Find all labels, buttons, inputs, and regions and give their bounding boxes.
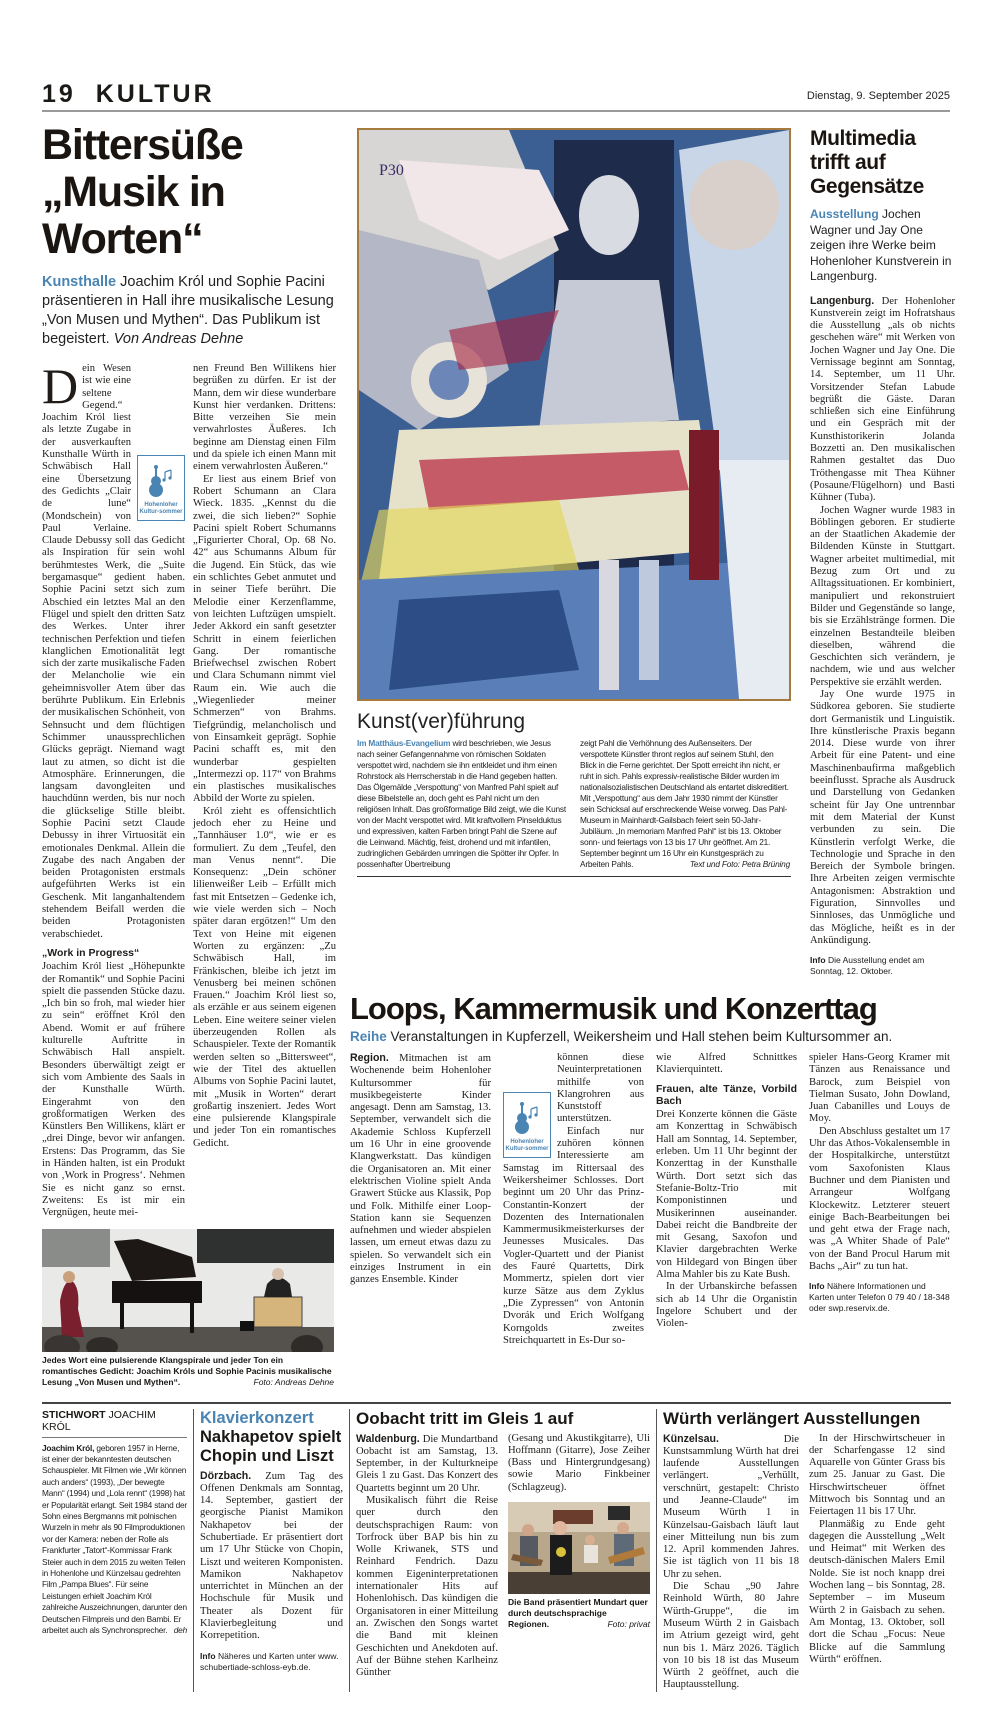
band-caption-text: Die Band präsentiert Mundart quer durch deutschsprachige Regionen. (508, 1596, 648, 1629)
oobacht-box (349, 1409, 656, 1692)
multimedia-article (810, 127, 955, 977)
multimedia-info-label: Info (810, 955, 826, 966)
main-article-col2 (193, 363, 336, 1219)
klavier-body (200, 1470, 343, 1673)
oobacht-col1 (356, 1433, 498, 1680)
multimedia-p3: Jay One wurde 1975 in Südkorea geboren. Sie studierte dort Germanistik und Linguistik. Ihre künstlerische Praxis begann 2014. Diese wurde von ihrer Arbeit für eine Patent- und eine Maschinenbaufirma maßgeblich beeinflusst. Sprache als Ausdruck und Darstellung von Gedanken scheint für Jay One untrennbar mit dem Material der Kunst verbunden zu sein. Die Künstlerin verfolgt Werke, die Technologie und Sprache in den Bereich der Symbole bringen. Ihre Arbeiten zeigen vermischte Antagonismen: Abstraktion und Figuration, Sinnvolles und Sinnloses, das Unmögliche und das Mögliche, heißt es in der Ankündigung. (810, 689, 955, 946)
painting-signature: P30 (379, 162, 404, 179)
main-subhead: „Work in Progress“ (42, 946, 140, 959)
stichwort-box (42, 1409, 193, 1692)
oobacht-headline: Oobacht tritt im Gleis 1 auf (356, 1408, 574, 1428)
loops-c4-a: spieler Hans-Georg Kramer mit Tänzen aus Renaissance und Barock, zum Beispiel von Tielman Susato, John Dowland, Juan Cabanilles und Louys de Moy. (809, 1052, 950, 1125)
header-rule (42, 110, 950, 112)
section-name: KULTUR (95, 80, 215, 108)
multimedia-teaser (810, 207, 955, 285)
wuerth-p3: In der Hirschwirtscheuer in der Scharfengasse 12 sind Aquarelle von Günter Grass bis zum 25. Januar zu Gast. Die Hirschwirtscheuer öffnet Mittwoch bis Sonntag und an Feiertagen 11 bis 17 Uhr. (809, 1432, 945, 1518)
multimedia-teaser-text: Jochen Wagner und Jay One zeigen ihre Werke beim Hohenloher Kunstverein in Langenburg. (810, 207, 952, 283)
wuerth-p2: Die Schau „90 Jahre Reinhold Würth, 80 Jahre Würth-Gruppe“, die im Museum Würth 2 in Gaisbach im Atrium gezeigt wird, geht nun bis 1. März 2026. Täglich von 10 bis 18 ist das Museum Würth 2 geöffnet, auch die Hauptausstellung. (663, 1581, 799, 1691)
band-photo-credit: Foto: privat (607, 1618, 650, 1629)
stichwort-lead: Joachim Król, (42, 1442, 95, 1453)
wuerth-headline: Würth verlängert Ausstellungen (663, 1408, 921, 1428)
kunst-article (357, 710, 791, 877)
kunst-credit: Text und Foto: Petra Brüning (689, 859, 790, 869)
klavier-headline-block (200, 1409, 343, 1466)
klavier-headline: Nakhapetov spielt Chopin und Liszt (200, 1427, 342, 1465)
loops-info-label: Info (809, 1281, 825, 1292)
loops-c2-b: Einfach nur zuhören können Interessierte am Samstag im Rittersaal des Weikersheimer Schlosses. Dort beginnt um 20 Uhr das Prinz-Constantin-Konzert der Dozenten des Internationalen Kammermusikmeisterkurses der Jeunesses Musicales. Das Vogler-Quartett und der Pianist des Fauré Quartetts, Dirk Mommertz, spielen dort vier kurze Sätze aus dem Zyklus „Die Zypressen“ von Antonín Dvorák und Erich Wolfgang Korngolds zweites Streichquartett in Es-Dur so- (503, 1125, 644, 1346)
loops-info (809, 1281, 950, 1314)
multimedia-dateline: Langenburg. (810, 294, 875, 307)
stichwort-rule (42, 1437, 187, 1438)
stichwort-body (42, 1443, 187, 1637)
loops-col2 (503, 1052, 644, 1347)
main-article (42, 122, 336, 1388)
multimedia-info (810, 955, 955, 977)
kunst-text-col2 (580, 738, 790, 870)
loops-c2-a: können diese Neuinterpretationen mithilfe von Klangrohren aus Kunststoff unterstützen. (557, 1052, 644, 1125)
loops-dateline: Region. (350, 1052, 389, 1064)
loops-c1-text: Mitmachen ist am Wochenende beim Hohenloher Kultursommer für musikbegeisterte Kinder angesagt. Denn am Samstag, 13. September, verwandelt sich die Akademie Schloss Kupferzell um 16 Uhr in eine groovende Klangwerkstatt. Das kündigen die Organisatoren an. Mit einer elektrischen Violine spielt Anda Grawert Stücke aus Klassik, Pop und Folk. Mithilfe einer Loop-Station kann sie Sequenzen aufnehmen und wieder abspielen lassen, um erneut etwas dazu zu spielen. So verwandelt sich ein einziges Instrument in ein ganzes Ensemble. Kinder (350, 1053, 491, 1286)
loops-col4 (809, 1052, 950, 1347)
wuerth-p1: Die Kunstsammlung Würth hat drei laufende Ausstellungen verlängert. „Verhüllt, verschnürt, gestapelt: Christo und Jeanne-Claude“ im Museum Würth 1 in Künzelsau-Gaisbach läuft laut einer Mitteilung nun bis zum 12. April kommenden Jahres. Sie ist täglich von 11 bis 18 Uhr zu sehen. (663, 1433, 799, 1580)
oobacht-dateline: Waldenburg. (356, 1432, 420, 1445)
klavier-dateline: Dörzbach. (200, 1469, 252, 1482)
main-col2-p1: nen Freund Ben Willikens hier begrüßen zu dürfen. Er ist der Mann, dem wir diese wunderbare Kunst hier verdanken. Drittens: Bitte verzeihen Sie mein verwahrlostes Äußeres. Ich beginne am Dienstag einen Film und da spiele ich einen Mann mit einem verwahrlosten Äußeren.“ (193, 363, 336, 473)
multimedia-kicker: Ausstellung (810, 207, 879, 221)
stichwort-label: STICHWORT (42, 1408, 106, 1421)
concert-photo-credit: Foto: Andreas Dehne (253, 1377, 334, 1388)
klavier-box (193, 1409, 349, 1692)
violin-icon (512, 1101, 542, 1135)
loops-columns (350, 1052, 951, 1347)
kunst-col2-text: zeigt Pahl die Verhöhnung des Außenseiters. Der verspottete Künstler thront reglos auf seinem Stuhl, den Blick in die Ferne gerichtet. Der Spott erreicht ihn nicht, er ruht in sich. Pahls expressiv-realistische Bilder wurden im nationalsozialistischen Deutschland als entartet diskreditiert. Mit „Verspottung“ aus dem Jahr 1930 nimmt der Künstler sein Schicksal auf erschreckende Weise vorweg. Das Pahl-Museum in Mainhardt-Gailsbach feiert sein 50-Jahr-Jubiläum. „In memoriam Manfred Pahl“ ist bis 13. Oktober sonn- und feiertags von 13 bis 17 Uhr geöffnet. Am 21. September beginnt um 16 Uhr ein Kunstgespräch zu Arbeiten Pahls. (580, 738, 789, 869)
wuerth-columns (663, 1433, 945, 1692)
kunst-kicker: Im Matthäus-Evangelium (357, 738, 451, 748)
main-col1-p1: ein Wesen ist wie eine seltene Gegend.“ Joachim Król liest als letzte Zugabe in der ausverkauften Kunsthalle Würth in Schwäbisch Hall eine Übersetzung des Gedichts „Clair de lune“ (Mondschein) von Paul Verlaine. Claude Debussy soll das Gedicht als Inspiration für sein wohl berühmtestes Werk, die „Suite bergamasque“ gedient haben. Sophie Pacini setzt sich zum Abschied ein letztes Mal an den Flügel und spielt den dritten Satz des Werkes. Unter ihrer technischen Perfektion und tiefen klanglichen Emotionalität legt sich der zarte musikalische Faden der Melancholie wie ein geheimnisvoller Atem über das berührte Publikum. Ein Erlebnis der musikalischen Schönheit, von Sehnsucht und dem flüchtigen Schimmer unaussprechlichen Glücks geprägt. Niemand wagt laut zu atmen, so dicht ist die Atmosphäre. Erinnerungen, die langsam davongleiten und hauchdünn werden, bis nur noch die glückselige Stille bleibt. Sophie Pacini setzt Claude Debussy in ihrer Virtuosität ein emotionales Denkmal. Allein die Zugabe des nach Angaben der beiden Protagonisten erstmals aufgeführten Werks ist ein Geschenk. Mit langanhaltendem stehendem Beifall werden die beiden Protagonisten verabschiedet. (42, 363, 185, 940)
stichwort-header (42, 1409, 187, 1433)
kultursommer-logo (137, 455, 185, 521)
main-teaser (42, 273, 336, 349)
drop-cap: D (42, 358, 79, 414)
main-author: Von Andreas Dehne (113, 331, 244, 347)
kunst-text-col1 (357, 738, 567, 870)
wuerth-box (656, 1409, 951, 1692)
multimedia-body (810, 295, 955, 978)
main-article-columns (42, 358, 336, 1219)
loops-c3-a: wie Alfred Schnittkes Klavierquintett. (656, 1052, 797, 1076)
bottom-strip (42, 1402, 951, 1692)
loops-col3 (656, 1052, 797, 1347)
stichwort-signature: deh (173, 1625, 187, 1635)
multimedia-p2: Jochen Wagner wurde 1983 in Böblingen geboren. Er studierte an der Staatlichen Akademie der Bildenden Künste in Stuttgart. Wagner arbeitet multimedial, mit Bezug zum Ort und zu Alltagssituationen. Er kombiniert, manipuliert und rekonstruiert Bilder und Gegenstände so lange, bis sie Erzählstränge formen. Die einzelnen Bestandteile bleiben dieselben, während die Geschichten sich verändern, je nachdem, wie und aus welcher Perspektive sie erzählt werden. (810, 504, 955, 688)
multimedia-info-text: Die Ausstellung endet am Sonntag, 12. Oktober. (810, 955, 925, 977)
kultursommer-logo-text: Hohenloher Kultur-sommer (139, 502, 183, 515)
loops-col1 (350, 1052, 491, 1347)
main-col2-p3: Król zieht es offensichtlich jedoch eher zu Heine und „Tannhäuser 1.0“, wie er es formuliert. Zu dem „Teufel, den man Venus nennt“. Die Konsequenz: „Dein schöner lilienweißer Leib – Erfüllt mich fast mit Entsetzen – Gedenke ich, wie viele werden sich – Noch später daran ergötzen!“ Um den Text von Heine mit eigenen Worten zu ergänzen: „Zu Schwäbisch Hall, im Fränkischen, bleibe ich jetzt im Venusberg bei meinen schönen Frauen.“ Joachim Król liest so, als erzähle er aus seinem eigenen Leben. Eine weitere seiner vielen überzeugenden Rollen als Schauspieler. Texte der Romantik werden selten so „Bittersweet“, wie der Titel des aktuellen Albums von Sophie Pacini lautet, mit „Musik in Worten“ derart großartig inszeniert. Jedes Wort eine pulsierende Klangspirale und jeder Ton ein romantisches Gedicht. (193, 805, 336, 1149)
loops-c4-b: Den Abschluss gestaltet um 17 Uhr das Athos-Vokalensemble in der Hospitalkirche, unterstützt vom Saxofonisten Klaus Buchner und dem Pianisten und Arrangeur Wolfgang Klockewitz. Letzterer steuert einige Bach-Bearbeitungen bei und geht etwa der Frage nach, was „A Whiter Shade of Pale“ von der Band Procul Harum mit Bachs „Air“ zu tun hat. (809, 1125, 950, 1273)
kunst-headline: Kunst(ver)führung (357, 710, 526, 733)
loops-info-text: Nähere Informationen und Karten unter Telefon 0 79 40 / 18-348 oder swp.reservix.de. (809, 1281, 950, 1314)
wuerth-col2 (809, 1433, 945, 1692)
klavier-text: Zum Tag des Offenen Denkmals am Sonntag, 14. September, gastiert der georgische Pianist Mamikon Nakhapetov bei der Schubertiade. Er präsentiert dort um 17 Uhr Stücke von Chopin, Liszt und weiteren Komponisten. Mamikon Nakhapetov unterrichtet in München an der Hochschule für Musik und Theater als Dozent für Klavierbegleitung und Korrepetition. (200, 1470, 344, 1642)
klavier-info-text: Näheres und Karten unter www. schubertiade-schloss-eyb.de. (200, 1650, 339, 1672)
klavier-info-label: Info (200, 1650, 216, 1661)
main-teaser-text: Joachim Król und Sophie Pacini präsentieren in Hall ihre musikalische Lesung „Von Musen und Mythen“. Das Publikum ist begeistert. (42, 274, 334, 347)
bottom-columns (42, 1409, 951, 1692)
page-number: 19 (42, 80, 76, 108)
loops-c3-b: Drei Konzerte können die Gäste am Konzerttag in Schwäbisch Hall am Sonntag, 14. September, erleben. Um 11 Uhr beginnt der Konzerttag in der Kunsthalle Würth. Dort setzt sich das Stefanie-Boltz-Trio mit Komponistinnen und Musikerinnen auseinander. Dabei reicht die Bandbreite der mit Gesang, Saxofon und Klavier dargebrachten Werke von Hildegard von Bingen über Alma Mahler bis zu Kate Bush. (656, 1109, 797, 1281)
concert-caption-text: Jedes Wort eine pulsierende Klangspirale und jeder Ton ein romantisches Gedicht: Joachim Króls und Sophie Pacinis musikalische Lesung „Von Musen und Mythen“. (42, 1355, 332, 1388)
loops-teaser-text: Veranstaltungen in Kupferzell, Weikersheim und Hall stehen beim Kultursommer an. (390, 1029, 893, 1044)
loops-teaser (350, 1029, 951, 1044)
klavier-info (200, 1651, 343, 1673)
main-col2-p2: Er liest aus einem Brief von Robert Schumann an Clara Wieck. 1835. „Kennst du die zwei, die sich lieben?“ Sophie Pacini spielt Robert Schumanns „Figurierter Choral, Op. 68 No. 42“ aus Schumanns Album für die Jugend. Ein Stück, das wie ein schlichtes Gebet anmutet und in seiner Tiefe berührt. Die Melodie einer Kerzenflamme, von leichten Luftzügen umspielt. Jeder Akkord ein sanft gesetzter Schritt in einem feierlichen Gang. Der romantische Briefwechsel zwischen Robert und Clara Schumann nimmt viel Raum ein. Wie auch die „Wiegenlieder meiner Schmerzen“ von Brahms. Tiefgründig, melancholisch und von Einsamkeit geprägt. Sophie Pacini schafft es, mit den wunderbar gespielten „Intermezzi op. 117“ von Brahms ein plastisches musikalisches Abbild der Worte zu spielen. (193, 473, 336, 805)
main-article-col1 (42, 358, 185, 1219)
stichwort-text: geboren 1957 in Herne, ist einer der bekanntesten deutschen Schauspieler. Mit Filmen wie „Wir können auch anders“ (1993), „Der bewegte Mann“ (1994) und „Lola rennt“ (1998) hat er Popularität erlangt. Seit 1984 stand der Sohn eines Bergmanns mit polnischen Wurzeln in mehr als 90 Filmproduktionen vor der Kamera: neben der Rolle als Frankfurter „Tatort“-Kommissar Frank Steier auch in dem 2015 zu weiten Teilen in Hohenlohe und Künzelsau gedrehten Film „Pampa Blues“. Für seine Leistungen erhielt Joachim Król zahlreiche Auszeichnungen, darunter den Deutschen Filmpreis und den Bambi. Er arbeitet auch als Synchronsprecher. (42, 1442, 187, 1635)
oobacht-col2 (508, 1433, 650, 1680)
oobacht-p1: Die Mundartband Oobacht ist am Samstag, 13. September, in der Kulturkneipe Gleis 1 zu Gast. Das Konzert des Quartetts beginnt um 20 Uhr. (356, 1433, 498, 1494)
multimedia-headline: Multimedia trifft auf Gegensätze (810, 127, 924, 198)
painting-verspottung (357, 128, 791, 701)
section-header (42, 80, 215, 109)
kunst-columns (357, 738, 791, 870)
main-kicker: Kunsthalle (42, 274, 117, 290)
stichwort-name: JOACHIM KRÓL (42, 1408, 156, 1433)
wuerth-dateline: Künzelsau. (663, 1432, 719, 1445)
wuerth-p4: Planmäßig zu Ende geht dagegen die Ausstellung „Welt und Heimat“ mit Werken des deutsch-dänischen Malers Emil Nolde. Sie ist noch knapp drei Wochen lang – bis Sonntag, 28. September – im Museum Würth 2 in Gaisbach zu sehen. Am Montag, 13. Oktober, soll dort die Schau „Focus: Neue Blicke auf die Sammlung Würth“ eröffnen. (809, 1518, 945, 1665)
loops-c3-c: In der Urbanskirche befassen sich ab 14 Uhr die Organistin Ingelore Schubert und der Violen- (656, 1281, 797, 1330)
klavier-kicker: Klavierkonzert (200, 1408, 314, 1427)
loops-article (350, 991, 951, 1347)
main-headline: Bittersüße „Musik in Worten“ (42, 121, 243, 263)
kunst-rule (357, 876, 791, 877)
violin-icon (146, 464, 176, 498)
oobacht-p2: Musikalisch führt die Reise quer durch den deutschsprachigen Raum: von Torfrock über BAP bis hin zu Wolle Kriwanek, STS und Reinhard Fendrich. Dazu kommen Eigeninterpretationen internationaler Hits auf Hohenlohisch. Das kündigen die Organisatoren in einer Mitteilung an. Zwischen den Songs wartet die Band mit kleinen Geschichten und Anekdoten auf. Auf der Bühne stehen Karlheinz Günther (356, 1494, 498, 1679)
loops-headline: Loops, Kammermusik und Konzerttag (350, 991, 877, 1026)
loops-kicker: Reihe (350, 1029, 387, 1044)
kunst-col1-text: wird beschrieben, wie Jesus nach seiner Gefangennahme von römischen Soldaten verspottet wird, nachdem sie ihn entkleidet und ihm einen Rohrstock als Herrscherstab in die Hand gegeben hatten. Das Ölgemälde „Verspottung“ von Manfred Pahl spielt auf diese Bibelstelle an, doch geht es Pahl nicht um den religiösen Inhalt. Das großformatige Bild zeigt, wie die Kunst von der Macht verspottet wird. Mit kraftvollem Pinselduktus und expressiven, kalten Farben bringt Pahl die Szene auf die Leinwand. Mächtig, feist, drohend und mit infantilen, zudringlichen Gebärden umringen die Spötter ihr Opfer. In possenhafter Übertreibung (357, 738, 566, 869)
wuerth-col1 (663, 1433, 799, 1692)
concert-photo (42, 1229, 334, 1352)
oobacht-p3: (Gesang und Akustikgitarre), Uli Hoffmann (Gitarre), Jose Zeiher (Bass und Hintergrundgesang) sowie Mario Finkbeiner (Schlagzeug). (508, 1432, 650, 1493)
bottom-strip-rule (42, 1402, 951, 1404)
kultursommer-logo-loops-text: Hohenloher Kultur-sommer (505, 1139, 549, 1152)
kultursommer-logo-loops (503, 1092, 551, 1158)
oobacht-columns (356, 1433, 650, 1680)
main-col1-p2: Joachim Król liest „Höhepunkte der Romantik“ und Sophie Pacini spielt die passenden Stücke dazu. „Ich bin so froh, mal wieder hier zu sein“ eröffnet Król den Abend. Womit er auf frühere kulturelle Auftritte in Schwäbisch Hall anspielt. Besonders überwältigt zeigt er sich vom Ambiente des Saals in der Kunsthalle Würth. Eingerahmt von den großformatigen Werken des Künstlers Ben Willikens, klärt er „drei Dinge, bevor wir anfangen. Erstens: Das Programm, das Sie in Händen halten, ist ein Produkt von ‚Work in Progress‘. Nehmen Sie es nicht ganz so ernst. Zweitens: Es ist mir ein Vergnügen, heute mei- (42, 961, 185, 1219)
concert-photo-caption (42, 1355, 334, 1388)
band-photo-caption (508, 1597, 650, 1630)
issue-date: Dienstag, 9. September 2025 (806, 90, 950, 102)
band-photo (508, 1502, 650, 1594)
multimedia-p1: Der Hohenloher Kunstverein zeigt im Hofratshaus die Ausstellung „als ob nichts geschehen wäre“ mit Werken von Jochen Wagner und Jay One. Die Vernissage beginnt am Sonntag, 14. September, um 11 Uhr. Vorsitzender Stefan Labude begrüßt die Gäste. Daran schließen sich eine Einführung und ein Gespräch mit der Kunsthistorikerin Jolanda Bozzetti an. Den musikalischen Rahmen gestaltet das Duo Tröthengasse mit Thea Kühner (Posaune/Flügelhorn) und Basti Kühner (Tuba). (810, 295, 955, 504)
loops-subhead: Frauen, alte Tänze, Vorbild Bach (656, 1082, 797, 1107)
